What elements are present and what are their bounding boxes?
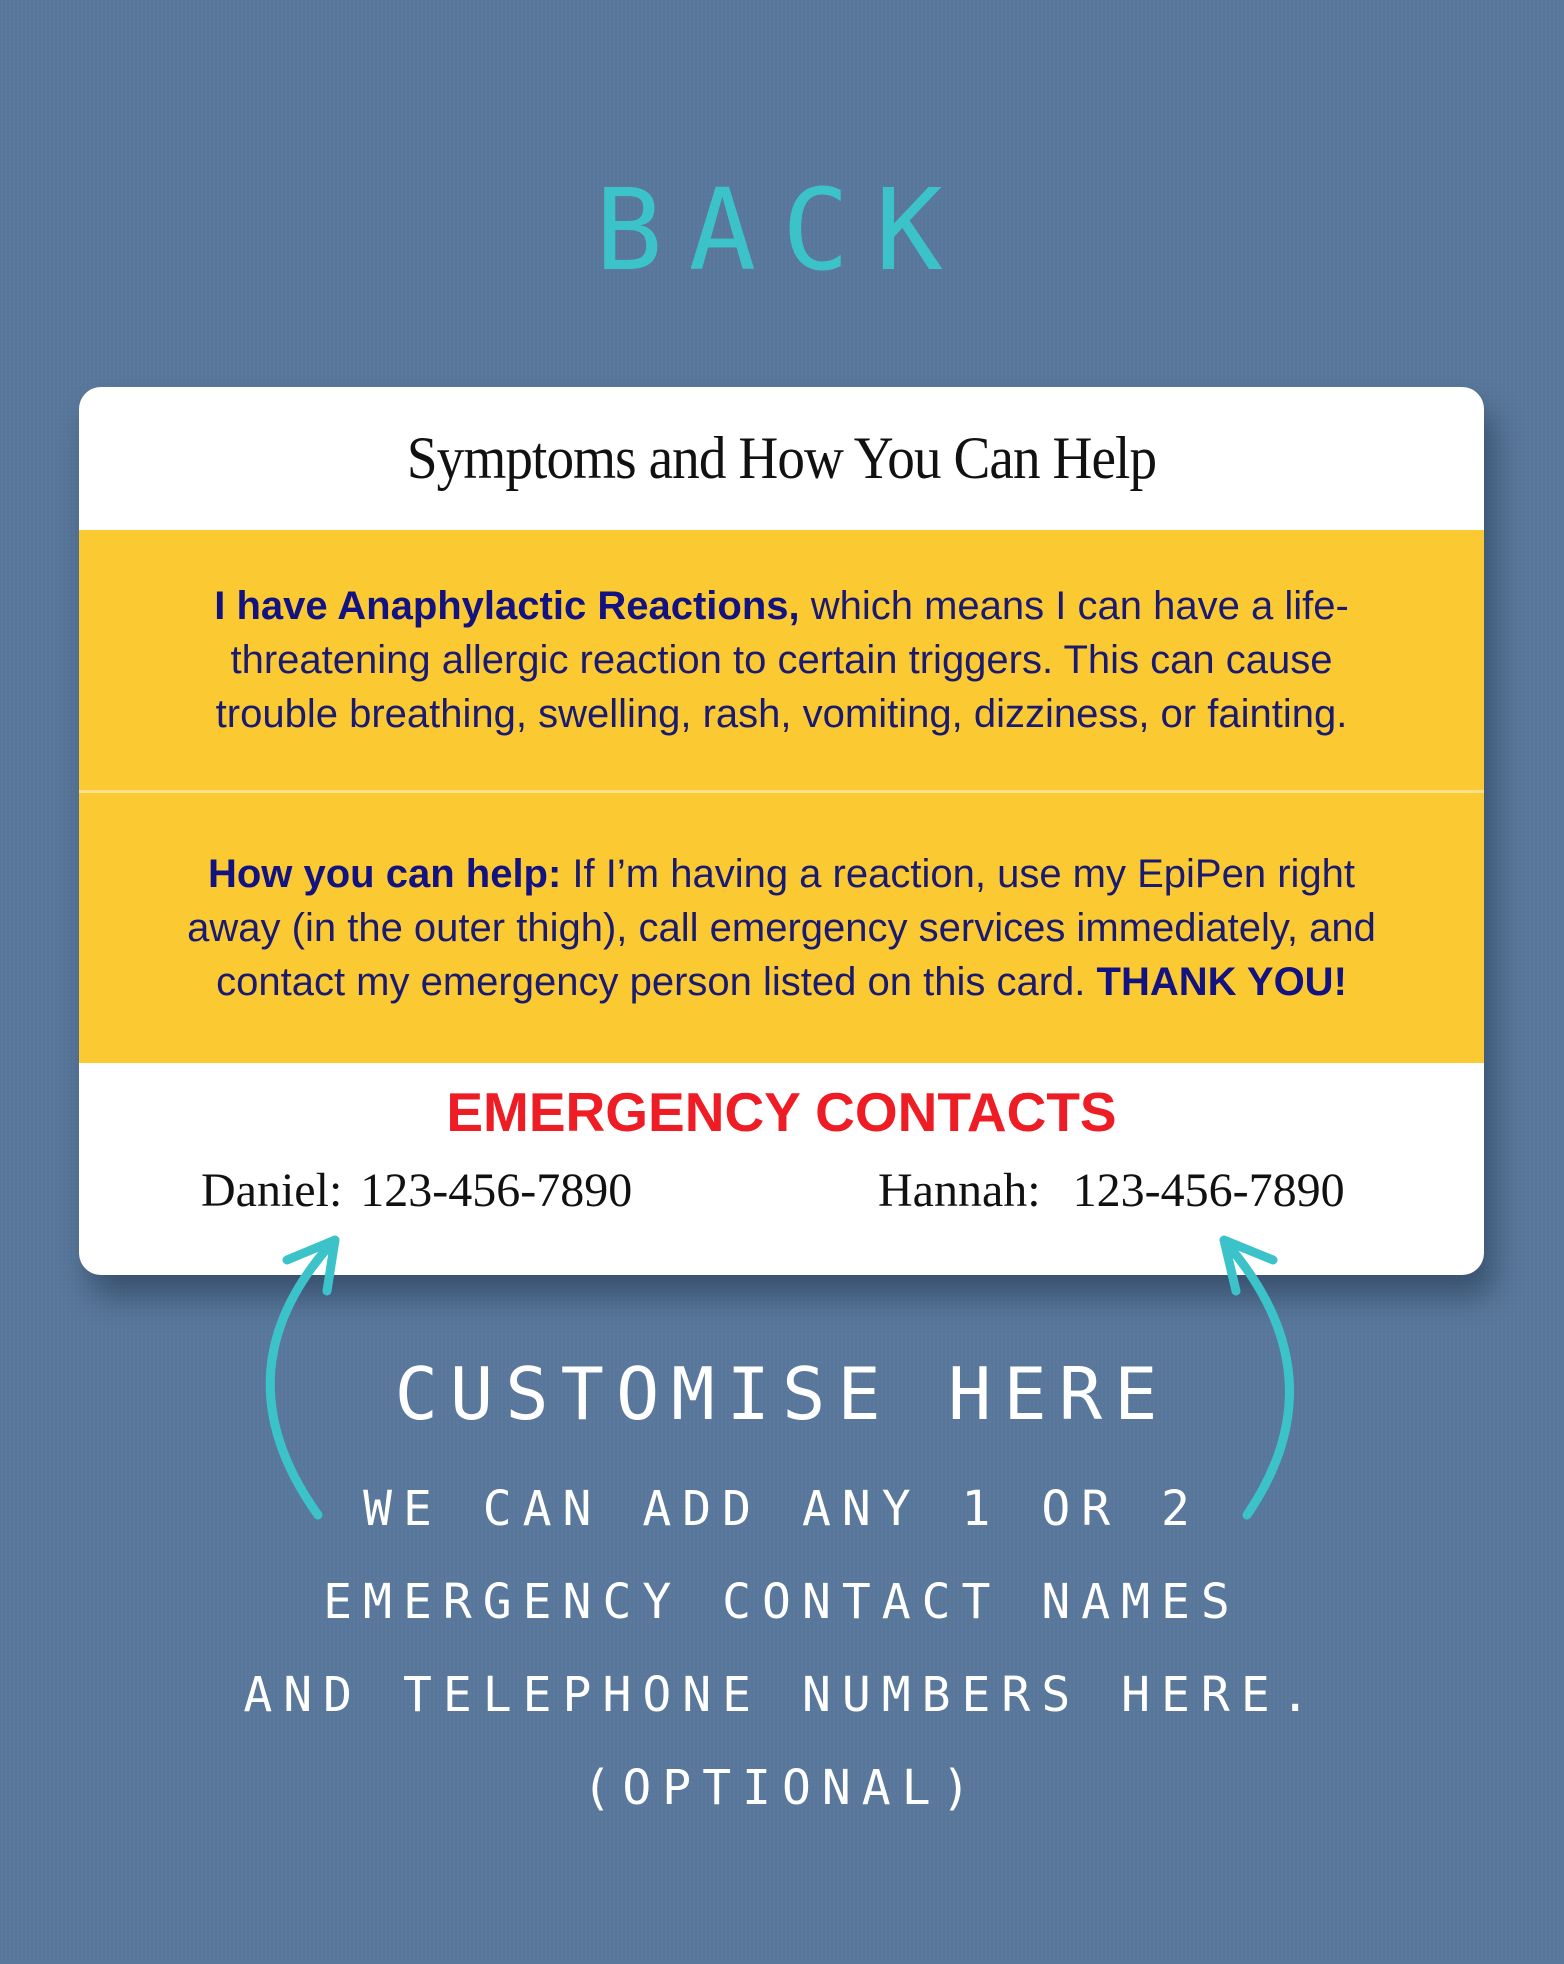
customise-line: WE CAN ADD ANY 1 OR 2 bbox=[363, 1481, 1201, 1537]
customise-line: EMERGENCY CONTACT NAMES bbox=[323, 1574, 1241, 1630]
anaphylaxis-info-bold: I have Anaphylactic Reactions, bbox=[214, 584, 800, 628]
customise-line: AND TELEPHONE NUMBERS HERE. bbox=[243, 1667, 1321, 1723]
how-to-help-bold: How you can help: bbox=[207, 852, 562, 896]
card-title: Symptoms and How You Can Help bbox=[406, 425, 1157, 491]
anaphylaxis-info-body: which means I can have a life-threatening allergic reaction to certain triggers. This can cause trouble breathing, swelling, rash, vomiting, dizziness, or fainting. bbox=[215, 584, 1349, 736]
customise-line: (OPTIONAL) bbox=[582, 1760, 982, 1816]
customise-heading: CUSTOMISE HERE bbox=[394, 1352, 1170, 1436]
emergency-contacts-title: EMERGENCY CONTACTS bbox=[446, 1081, 1117, 1143]
how-to-help-body: If I’m having a reaction, use my EpiPen right away (in the outer thigh), call emergency services immediately, and contact my emergency person listed on this card. bbox=[187, 852, 1376, 1004]
customise-description bbox=[0, 1463, 1564, 1835]
thank-you-text: THANK YOU! bbox=[1096, 960, 1347, 1004]
contact-name: Hannah: bbox=[878, 1164, 1041, 1217]
contact-phone: 123-456-7890 bbox=[360, 1164, 633, 1217]
contact-name: Daniel: bbox=[201, 1164, 343, 1217]
contact-phone: 123-456-7890 bbox=[1072, 1164, 1345, 1217]
page-heading: BACK bbox=[595, 166, 969, 296]
